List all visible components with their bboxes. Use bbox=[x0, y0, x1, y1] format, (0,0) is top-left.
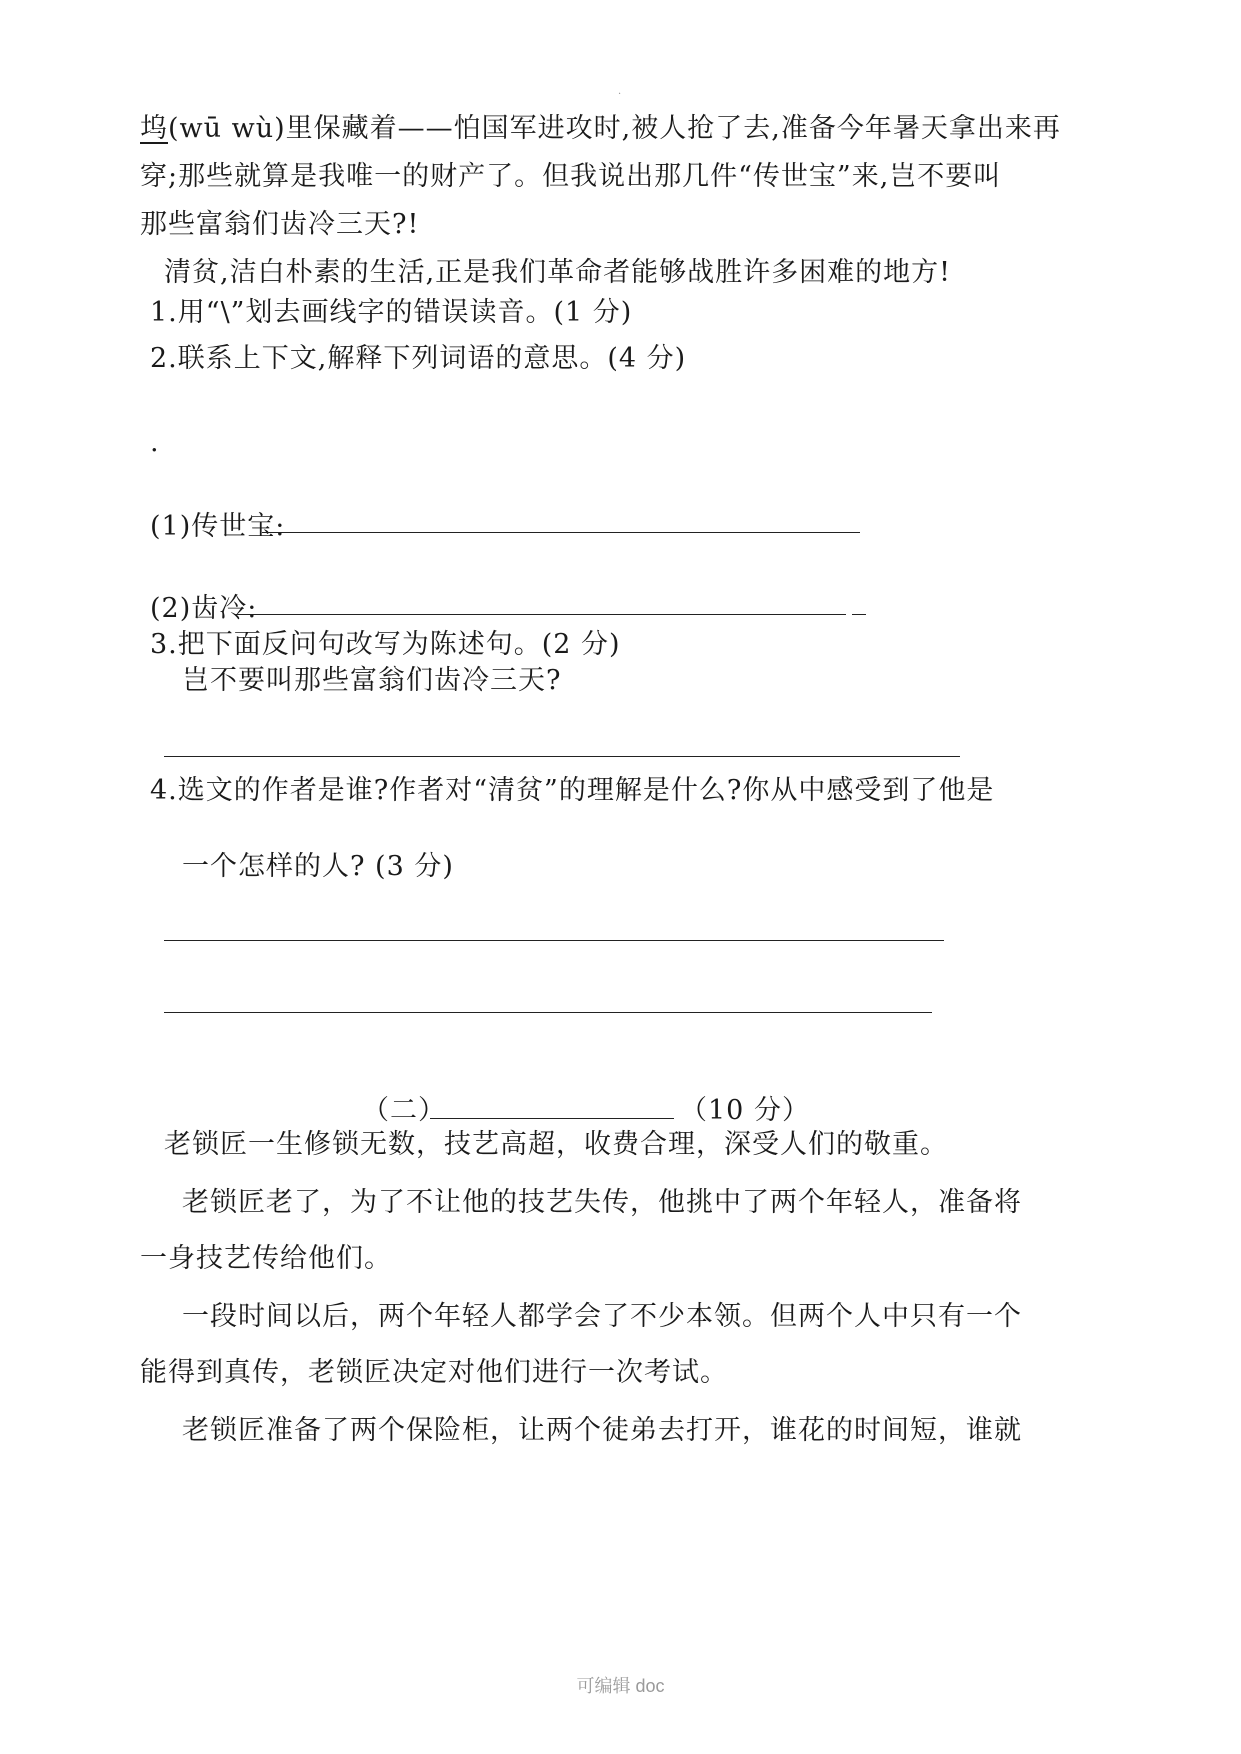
section-2-score: （10 分） bbox=[680, 1095, 810, 1126]
answer-line-3[interactable] bbox=[164, 756, 960, 757]
section-2-para-3-line-1: 一段时间以后，两个年轻人都学会了不少本领。但两个人中只有一个 bbox=[182, 1301, 1022, 1332]
passage-line-3: 那些富翁们齿冷三天?! bbox=[140, 209, 420, 240]
section-2-title-blank[interactable] bbox=[430, 1118, 674, 1119]
section-2-para-4-line-1: 老锁匠准备了两个保险柜，让两个徒弟去打开，谁花的时间短，谁就 bbox=[182, 1415, 1022, 1446]
question-2: 2.联系上下文,解释下列词语的意思。(4 分) bbox=[150, 343, 687, 374]
passage-line-4: 清贫,洁白朴素的生活,正是我们革命者能够战胜许多困难的地方! bbox=[164, 257, 952, 288]
answer-line-2-2-tail bbox=[852, 614, 866, 615]
question-4-line-2: 一个怎样的人? (3 分) bbox=[182, 851, 454, 882]
answer-line-4a[interactable] bbox=[164, 940, 944, 941]
answer-line-2-1[interactable] bbox=[262, 532, 860, 533]
footer: 可编辑 doc bbox=[576, 1676, 665, 1696]
answer-line-4b[interactable] bbox=[164, 1012, 932, 1013]
section-2-label: （二） bbox=[362, 1095, 446, 1126]
question-3: 3.把下面反问句改写为陈述句。(2 分) bbox=[150, 629, 621, 660]
stray-dot: . bbox=[150, 427, 160, 458]
section-2-para-2-line-1: 老锁匠老了，为了不让他的技艺失传，他挑中了两个年轻人，准备将 bbox=[182, 1187, 1022, 1218]
passage-line-2: 穿;那些就算是我唯一的财产了。但我说出那几件“传世宝”来,岂不要叫 bbox=[140, 161, 1002, 192]
section-2-para-3-line-2: 能得到真传，老锁匠决定对他们进行一次考试。 bbox=[140, 1357, 728, 1388]
question-2-2-label: (2)齿冷: bbox=[150, 593, 258, 624]
top-mark: · bbox=[618, 89, 623, 100]
passage-line-1-rest: 里保藏着——怕国军进攻时,被人抢了去,准备今年暑天拿出来再 bbox=[285, 113, 1061, 144]
section-2-para-2-line-2: 一身技艺传给他们。 bbox=[140, 1243, 392, 1274]
question-2-1-label: (1)传世宝: bbox=[150, 511, 286, 542]
question-4-line-1: 4.选文的作者是谁?作者对“清贫”的理解是什么?你从中感受到了他是 bbox=[150, 775, 995, 806]
passage-line-1 bbox=[140, 112, 1061, 146]
section-2-para-1: 老锁匠一生修锁无数，技艺高超，收费合理，深受人们的敬重。 bbox=[164, 1129, 948, 1160]
pinyin: (wū wù) bbox=[168, 113, 286, 144]
underlined-word: 坞 bbox=[140, 113, 168, 144]
answer-line-2-2[interactable] bbox=[234, 614, 846, 615]
question-1: 1.用“\”划去画线字的错误读音。(1 分) bbox=[150, 297, 633, 328]
question-3-sentence: 岂不要叫那些富翁们齿冷三天? bbox=[182, 665, 562, 696]
